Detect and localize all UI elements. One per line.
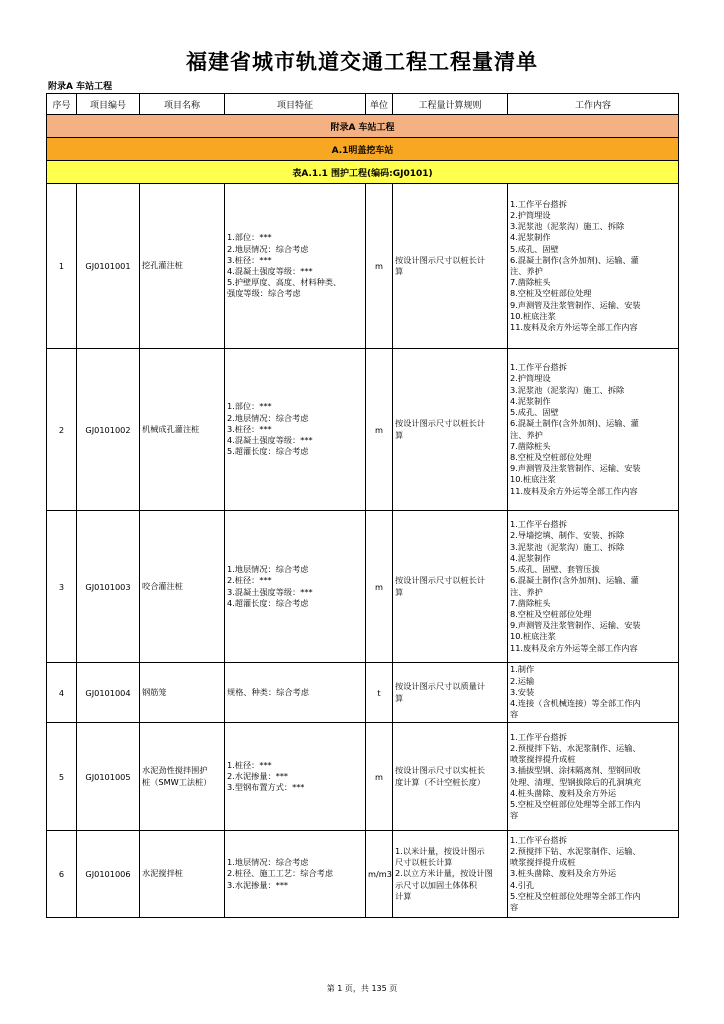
item-name-line: 桩（SMW工法桩） [142,776,212,787]
work-line: 1.工作平台搭拆 [510,519,567,530]
work-line: 7.凿除桩头 [510,597,551,608]
work-line: 8.空桩及空桩部位处理 [510,608,592,619]
item-work [508,184,679,349]
item-name: 挖孔灌注桩 [140,184,225,349]
item-work [508,723,679,831]
table-row [47,663,679,723]
work-line: 注、养护 [510,266,543,276]
table-row [47,511,679,663]
work-line: 1.制作 [510,664,535,675]
item-name: 钢筋笼 [140,663,225,723]
work-line: 4.泥浆制作 [510,552,551,563]
section-title: A.1明盖挖车站 [47,138,679,161]
work-line: 10.桩底注浆 [510,310,556,321]
feature-line: 3.混凝土强度等级：*** [227,586,313,597]
feature-line: 5.护壁厚度、高度、材料种类、 [227,277,342,288]
work-line: 3.泥浆池（泥浆沟）施工、拆除 [510,384,625,395]
feature-line: 1.地层情况：综合考虑 [227,857,309,868]
header-no: 序号 [47,94,77,115]
item-work [508,663,679,723]
header-rule: 工程量计算规则 [393,94,508,115]
header-unit: 单位 [366,94,393,115]
work-line: 7.凿除桩头 [510,277,551,288]
work-line: 2.预搅拌下钻、水泥浆制作、运输、 [510,845,641,856]
header-work: 工作内容 [508,94,679,115]
rule-line: 按设计图示尺寸以实桩长 [395,765,486,776]
work-line: 4.引孔 [510,879,535,890]
feature-line: 3.桩径：*** [227,254,272,265]
work-line: 11.废料及余方外运等全部工作内容 [510,485,638,496]
row-number: 5 [47,723,77,831]
work-line: 2.导墙挖填、制作、安装、拆除 [510,530,625,541]
item-unit: m [366,184,393,349]
work-line: 1.工作平台搭拆 [510,731,567,742]
item-name: 机械成孔灌注桩 [140,349,225,511]
row-number: 1 [47,184,77,349]
rule-line: 2.以立方米计量，按设计图 [395,868,493,879]
work-line: 2.护筒埋设 [510,209,551,220]
work-line: 注、养护 [510,586,543,597]
item-code: GJ0101003 [77,511,140,663]
rule-line: 按设计图示尺寸以桩长计 [395,418,486,429]
work-line: 容 [510,709,519,720]
rule-line: 按设计图示尺寸以质量计 [395,681,486,692]
work-line: 8.空桩及空桩部位处理 [510,451,592,462]
table-row [47,831,679,918]
item-unit: t [366,663,393,723]
work-line: 5.成孔、固壁 [510,407,559,418]
work-line: 11.废料及余方外运等全部工作内容 [510,322,638,333]
feature-line: 2.地层情况：综合考虑 [227,243,309,254]
work-line: 2.预搅拌下钻、水泥浆制作、运输、 [510,742,641,753]
work-line: 3.桩头凿除、废料及余方外运 [510,868,617,879]
work-line: 5.成孔、固壁 [510,243,559,254]
feature-line: 1.部位：*** [227,401,272,412]
work-line: 4.泥浆制作 [510,232,551,243]
section-band-appendix [47,115,679,138]
item-work [508,831,679,918]
work-line: 7.凿除桩头 [510,440,551,451]
item-unit: m [366,511,393,663]
rule-line: 按设计图示尺寸以桩长计 [395,254,486,265]
work-line: 2.护筒埋设 [510,373,551,384]
item-features [225,831,366,918]
rule-line: 度计算（不计空桩长度） [395,776,486,787]
rule-line: 算 [395,586,404,597]
work-line: 3.插拔型钢、涂抹隔离剂、型钢回收 [510,765,641,776]
work-line: 9.声测管及注浆管制作、运输、安装 [510,620,641,631]
work-line: 喷浆搅拌提升成桩 [510,857,576,868]
work-line: 容 [510,902,519,912]
feature-line: 1.部位：*** [227,232,272,243]
rule-line: 按设计图示尺寸以桩长计 [395,575,486,586]
work-line: 8.空桩及空桩部位处理 [510,288,592,299]
work-line: 5.空桩及空桩部位处理等全部工作内 [510,890,641,901]
table-row [47,349,679,511]
header-code: 项目编号 [77,94,140,115]
feature-line: 4.混凝土强度等级：*** [227,435,313,446]
feature-line: 3.型钢布置方式：*** [227,782,305,793]
feature-line: 5.超灌长度：综合考虑 [227,446,309,457]
page-title: 福建省城市轨道交通工程工程量清单 [186,50,538,74]
work-line: 喷浆搅拌提升成桩 [510,754,576,765]
work-line: 2.运输 [510,675,535,686]
item-code: GJ0101001 [77,184,140,349]
feature-line: 3.水泥掺量：*** [227,879,289,890]
work-line: 容 [510,810,519,821]
page-footer: 第 1 页，共 135 页 [326,984,398,993]
work-line: 3.泥浆池（泥浆沟）施工、拆除 [510,221,625,232]
work-line: 11.废料及余方外运等全部工作内容 [510,642,638,653]
row-number: 2 [47,349,77,511]
section-band-table [47,161,679,184]
work-line: 1.工作平台搭拆 [510,834,567,845]
rule-line: 计算 [395,890,412,901]
feature-line: 4.混凝土强度等级：*** [227,266,313,276]
rule-line: 算 [395,266,404,276]
item-rule [393,723,508,831]
item-unit: m [366,723,393,831]
item-features [225,184,366,349]
feature-line: 规格、种类：综合考虑 [227,686,309,697]
item-rule [393,349,508,511]
row-number: 3 [47,511,77,663]
work-line: 6.混凝土制作(含外加剂)、运输、灌 [510,254,639,265]
work-line: 5.成孔、固壁、套管压拔 [510,564,600,575]
rule-line: 算 [395,692,404,703]
work-line: 9.声测管及注浆管制作、运输、安装 [510,463,641,474]
item-features [225,723,366,831]
item-name: 水泥搅拌桩 [140,831,225,918]
item-unit: m/m3 [366,831,393,918]
item-features [225,511,366,663]
work-line: 4.连接（含机械连接）等全部工作内 [510,698,641,709]
feature-line: 2.桩径、施工工艺：综合考虑 [227,868,334,879]
appendix-label: 附录A 车站工程 [48,82,113,92]
rule-line: 尺寸以桩长计算 [395,857,453,868]
header-name: 项目名称 [140,94,225,115]
work-line: 处理、清理、型钢拔除后的孔洞填充 [510,776,642,787]
item-code: GJ0101005 [77,723,140,831]
bill-of-quantities-table [46,93,679,918]
header-row [47,94,679,115]
work-line: 6.混凝土制作(含外加剂)、运输、灌 [510,575,639,586]
work-line: 3.安装 [510,686,535,697]
work-line: 5.空桩及空桩部位处理等全部工作内 [510,798,641,809]
work-line: 6.混凝土制作(含外加剂)、运输、灌 [510,418,639,429]
item-name: 咬合灌注桩 [140,511,225,663]
feature-line: 3.桩径：*** [227,423,272,434]
rule-line: 算 [395,429,404,440]
section-title: 表A.1.1 围护工程(编码:GJ0101) [47,161,679,184]
feature-line: 2.地层情况：综合考虑 [227,412,309,423]
feature-line: 1.地层情况：综合考虑 [227,564,309,575]
item-unit: m [366,349,393,511]
item-work [508,511,679,663]
item-code: GJ0101004 [77,663,140,723]
rule-line: 1.以米计量，按设计图示 [395,845,485,856]
item-features [225,663,366,723]
item-rule [393,831,508,918]
work-line: 4.泥浆制作 [510,395,551,406]
item-code: GJ0101006 [77,831,140,918]
work-line: 注、养护 [510,429,543,440]
item-name-line: 水泥劲性搅拌围护 [142,765,208,776]
feature-line: 1.桩径：*** [227,759,272,770]
work-line: 4.桩头凿除、废料及余方外运 [510,787,617,798]
feature-line: 2.水泥掺量：*** [227,770,289,781]
work-line: 10.桩底注浆 [510,631,556,642]
work-line: 1.工作平台搭拆 [510,362,567,373]
work-line: 3.泥浆池（泥浆沟）施工、拆除 [510,541,625,552]
item-code: GJ0101002 [77,349,140,511]
header-features: 项目特征 [225,94,366,115]
table-row [47,184,679,349]
work-line: 1.工作平台搭拆 [510,198,567,209]
section-title: 附录A 车站工程 [47,115,679,138]
rule-line: 示尺寸以加固土体体积 [395,879,477,890]
row-number: 4 [47,663,77,723]
table-row [47,723,679,831]
work-line: 10.桩底注浆 [510,474,556,485]
item-rule [393,511,508,663]
work-line: 9.声测管及注浆管制作、运输、安装 [510,299,641,310]
item-name [140,723,225,831]
feature-line: 强度等级：综合考虑 [227,288,301,299]
item-work [508,349,679,511]
row-number: 6 [47,831,77,918]
item-features [225,349,366,511]
feature-line: 4.超灌长度：综合考虑 [227,597,309,608]
feature-line: 2.桩径：*** [227,575,272,586]
section-band-station [47,138,679,161]
item-rule [393,184,508,349]
item-rule [393,663,508,723]
